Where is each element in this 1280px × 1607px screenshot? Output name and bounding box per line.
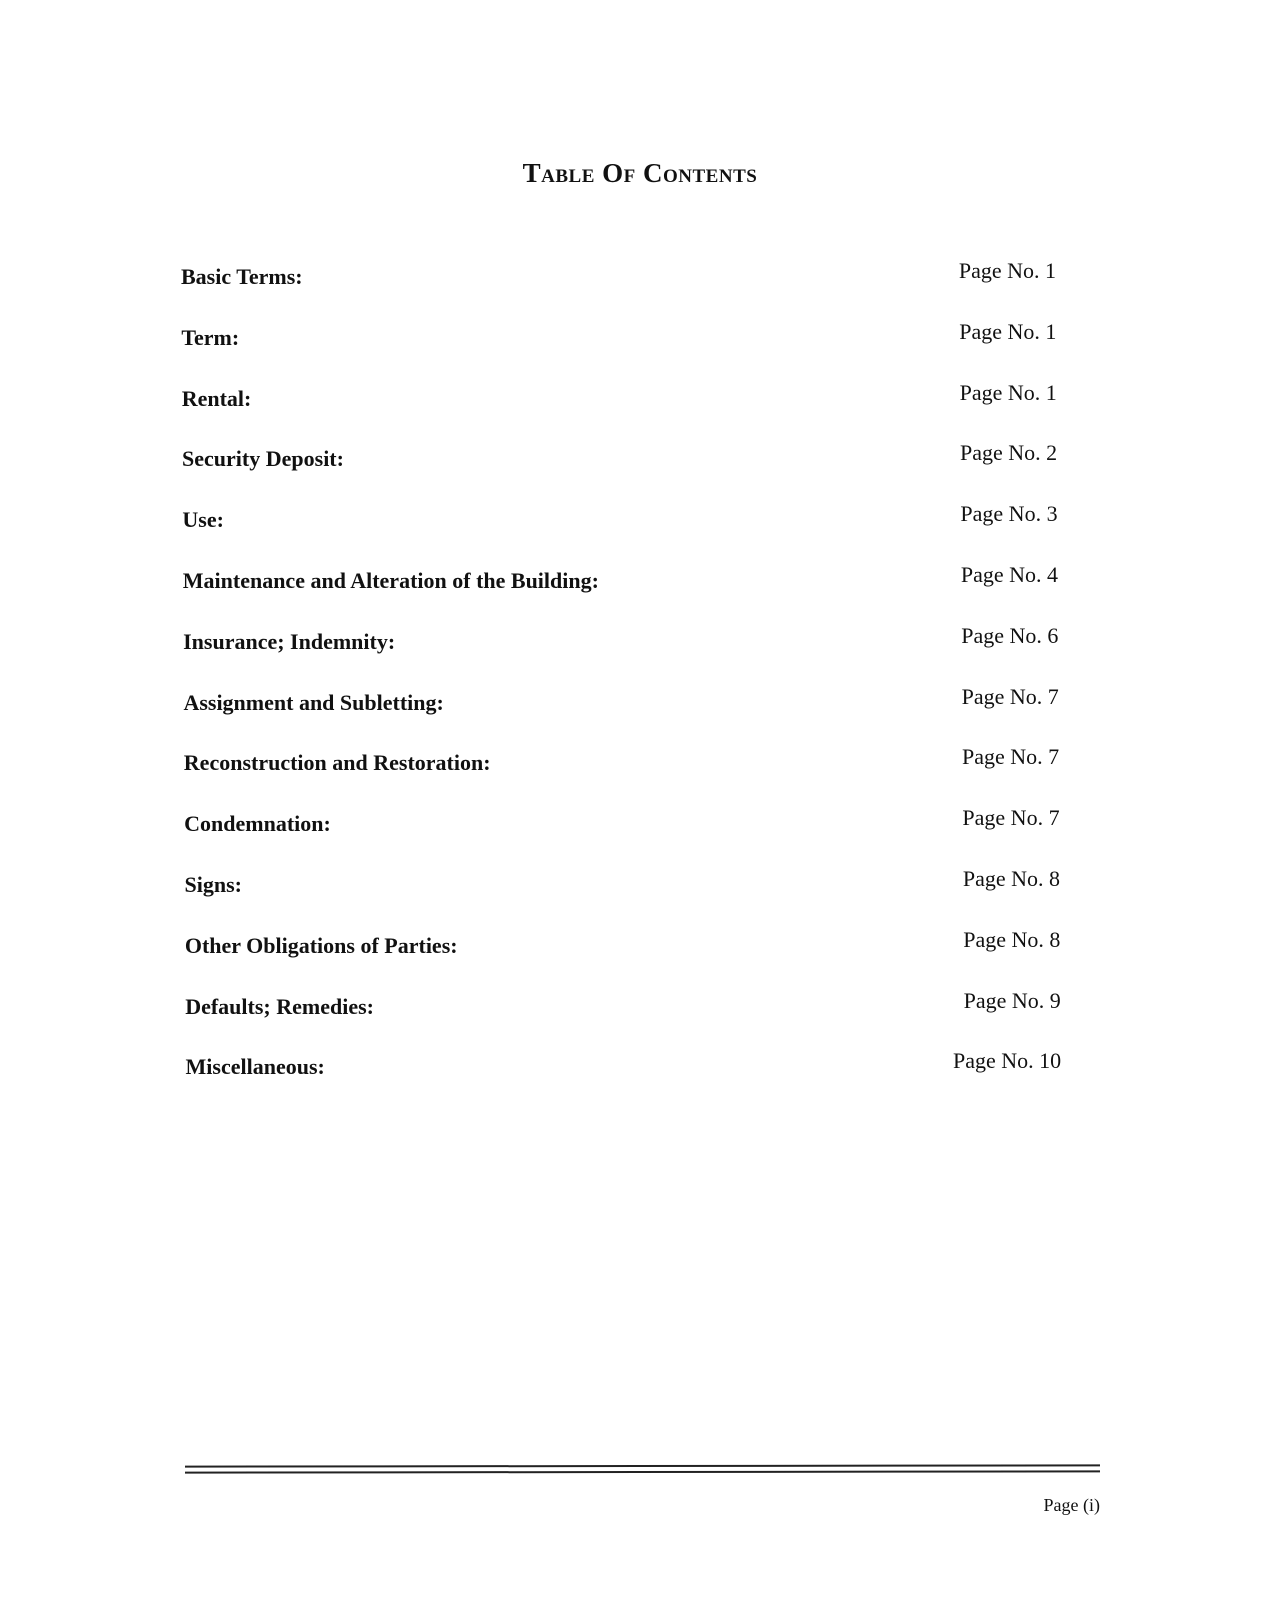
- toc-entry-label: Term:: [181, 324, 240, 350]
- toc-entry-label: Security Deposit:: [182, 446, 344, 472]
- toc-entry-page: Page No. 2: [960, 440, 1058, 466]
- toc-entry-label: Rental:: [181, 385, 252, 411]
- toc-title: Table Of Contents: [522, 158, 758, 188]
- toc-entry: [183, 684, 1058, 714]
- toc-entry: [184, 805, 1059, 835]
- toc-entry: [182, 440, 1057, 470]
- toc-entry-page: Page No. 1: [958, 258, 1056, 283]
- toc-entry: [185, 866, 1061, 896]
- toc-entry-label: Use:: [182, 507, 224, 533]
- toc-entry-label: Miscellaneous:: [185, 1054, 325, 1080]
- toc-entry: [186, 1048, 1062, 1078]
- toc-entry-label: Reconstruction and Restoration:: [183, 750, 491, 776]
- toc-entry-page: Page No. 7: [962, 805, 1060, 831]
- footer-rule: [185, 1464, 1100, 1473]
- toc-entry-page: Page No. 8: [962, 866, 1060, 891]
- toc-entry-label: Insurance; Indemnity:: [183, 628, 396, 654]
- toc-entry-label: Signs:: [184, 872, 242, 897]
- toc-entry: [181, 258, 1056, 288]
- toc-entry: [181, 319, 1056, 349]
- toc-entry-label: Other Obligations of Parties:: [184, 932, 458, 958]
- toc-entry-label: Basic Terms:: [181, 264, 303, 289]
- toc-entry-label: Defaults; Remedies:: [185, 993, 374, 1019]
- toc-entry: [183, 562, 1058, 592]
- toc-entry-page: Page No. 8: [963, 926, 1061, 952]
- toc-entry: [182, 501, 1057, 531]
- toc-entry: [185, 988, 1061, 1018]
- toc-entry-page: Page No. 10: [953, 1048, 1062, 1074]
- toc-entry-page: Page No. 4: [960, 562, 1058, 587]
- toc-entry: [182, 380, 1057, 410]
- toc-entry-page: Page No. 6: [961, 622, 1059, 648]
- footer-page-number: Page (i): [1043, 1495, 1100, 1515]
- toc-entry-page: Page No. 1: [959, 318, 1057, 344]
- toc-entry: [183, 623, 1058, 653]
- toc-entry-page: Page No. 7: [962, 744, 1060, 770]
- toc-entry-page: Page No. 1: [959, 379, 1057, 405]
- toc-entry-page: Page No. 9: [963, 987, 1061, 1013]
- toc-entry-page: Page No. 7: [961, 683, 1059, 709]
- toc-entry: [184, 744, 1059, 774]
- toc-entry-label: Condemnation:: [184, 811, 331, 837]
- toc-entry-label: Maintenance and Alteration of the Building:: [182, 568, 599, 593]
- toc-entry-page: Page No. 3: [960, 501, 1058, 527]
- toc-entry-label: Assignment and Subletting:: [183, 689, 444, 715]
- toc-entry: [185, 927, 1061, 957]
